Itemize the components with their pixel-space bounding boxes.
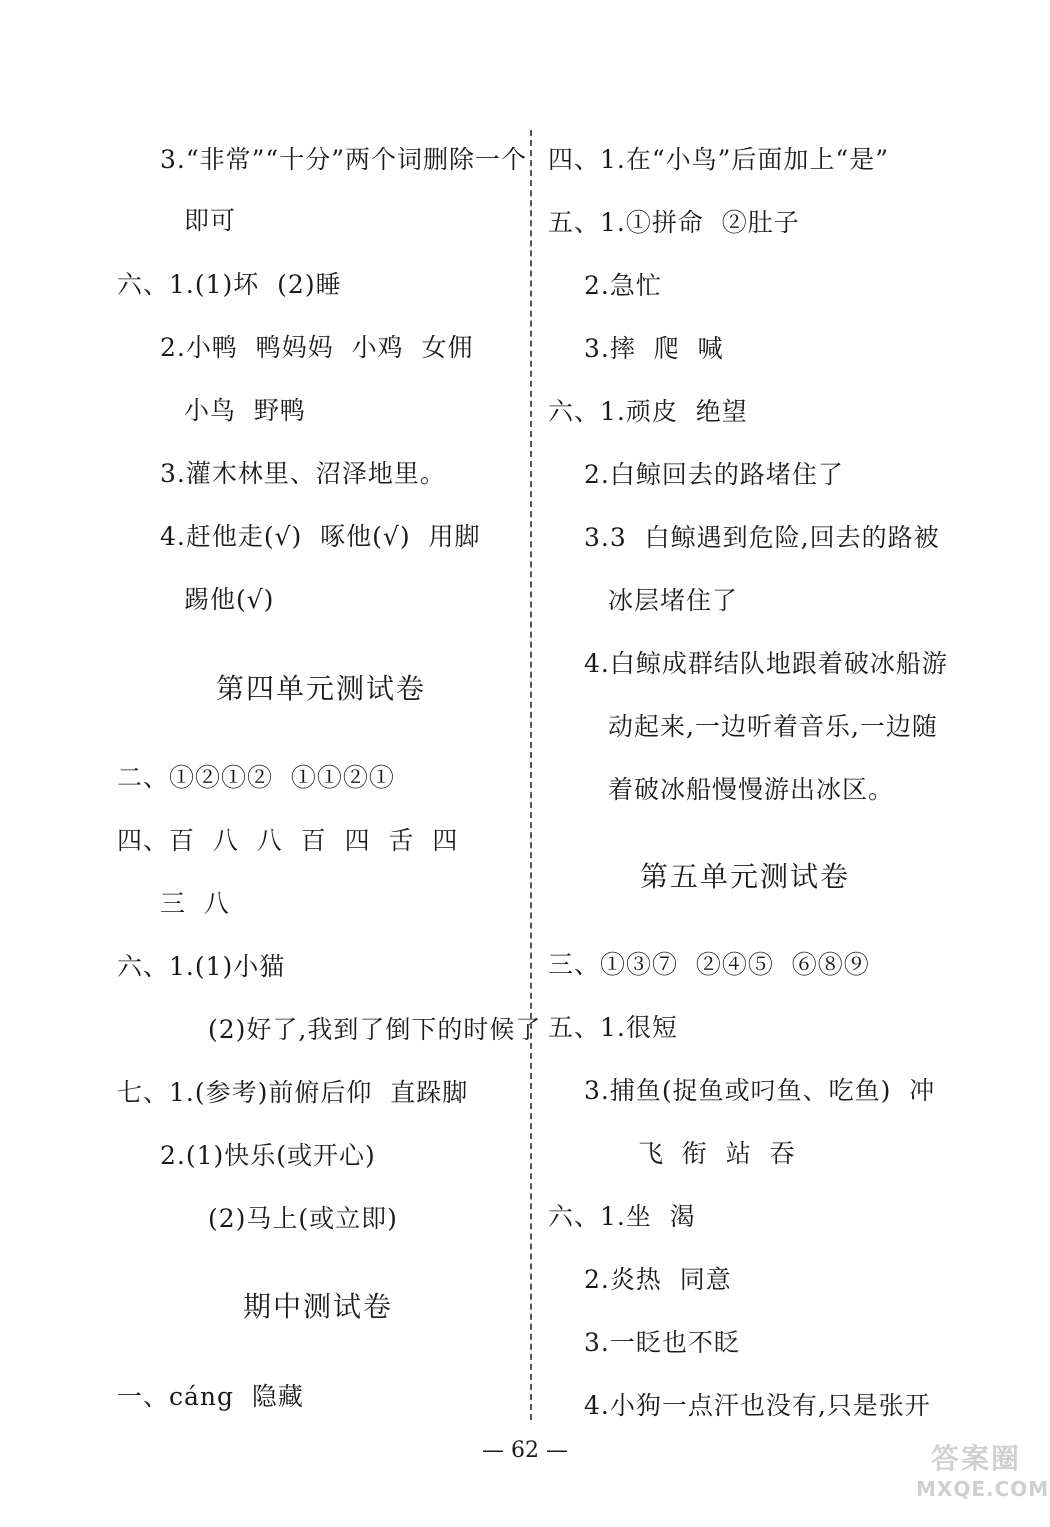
- answer-line: 六、1.顽皮 绝望: [548, 397, 748, 426]
- answer-line: (2)马上(或立即): [208, 1204, 398, 1233]
- answer-line: 即可: [184, 206, 237, 235]
- section-title-midterm: 期中测试卷: [243, 1290, 394, 1323]
- watermark-top-text: 答案圈: [930, 1442, 1021, 1475]
- answer-line: 冰层堵住了: [608, 586, 739, 615]
- answer-line: 二、①②①② ①①②①: [117, 763, 395, 792]
- answer-line: 飞 衔 站 吞: [638, 1139, 796, 1168]
- section-title-unit5: 第五单元测试卷: [640, 860, 851, 893]
- answer-line: 四、百 八 八 百 四 舌 四: [117, 826, 459, 855]
- answer-line: 2.小鸭 鸭妈妈 小鸡 女佣: [160, 333, 474, 362]
- answer-line: 一、cáng 隐藏: [117, 1382, 304, 1411]
- page-number: — 62 —: [482, 1438, 568, 1463]
- answer-line: 六、1.(1)小猫: [117, 952, 286, 981]
- answer-line: 3.一眨也不眨: [584, 1328, 740, 1357]
- answer-line: 小鸟 野鸭: [184, 396, 306, 425]
- answer-line: 动起来,一边听着音乐,一边随: [608, 712, 938, 741]
- answer-line: 六、1.坐 渴: [548, 1202, 696, 1231]
- answer-line: 四、1.在“小鸟”后面加上“是”: [548, 145, 889, 174]
- answer-line: 2.炎热 同意: [584, 1265, 732, 1294]
- answer-line: 4.赶他走(√) 啄他(√) 用脚: [160, 522, 481, 551]
- right-column: [530, 0, 1050, 1527]
- answer-line: 七、1.(参考)前俯后仰 直跺脚: [117, 1078, 469, 1107]
- watermark-logo: [916, 1437, 1050, 1517]
- answer-line: 2.(1)快乐(或开心): [160, 1141, 376, 1170]
- answer-line: 4.小狗一点汗也没有,只是张开: [584, 1391, 931, 1420]
- answer-line: 三、①③⑦ ②④⑤ ⑥⑧⑨: [548, 950, 870, 979]
- answer-line: 着破冰船慢慢游出冰区。: [608, 775, 895, 804]
- answer-line: 五、1.很短: [548, 1013, 678, 1042]
- answer-line: 3.捕鱼(捉鱼或叼鱼、吃鱼) 冲: [584, 1076, 936, 1105]
- answer-line: 三 八: [160, 889, 230, 918]
- answer-line: 2.白鲸回去的路堵住了: [584, 460, 844, 489]
- answer-line: 4.白鲸成群结队地跟着破冰船游: [584, 649, 948, 678]
- answer-line: 踢他(√): [184, 585, 275, 614]
- answer-line: 2.急忙: [584, 271, 662, 300]
- answer-line: 3.3 白鲸遇到危险,回去的路被: [584, 523, 940, 552]
- answer-line: 3.“非常”“十分”两个词删除一个: [160, 145, 527, 174]
- section-title-unit4: 第四单元测试卷: [216, 672, 427, 705]
- answer-line: 五、1.①拼命 ②肚子: [548, 208, 800, 237]
- answer-line: 3.灌木林里、沼泽地里。: [160, 459, 446, 488]
- watermark-bottom-text: MXQE.COM: [916, 1477, 1050, 1501]
- answer-line: 六、1.(1)坏 (2)睡: [117, 270, 342, 299]
- answer-line: (2)好了,我到了倒下的时候了: [208, 1015, 542, 1044]
- answer-line: 3.摔 爬 喊: [584, 334, 724, 363]
